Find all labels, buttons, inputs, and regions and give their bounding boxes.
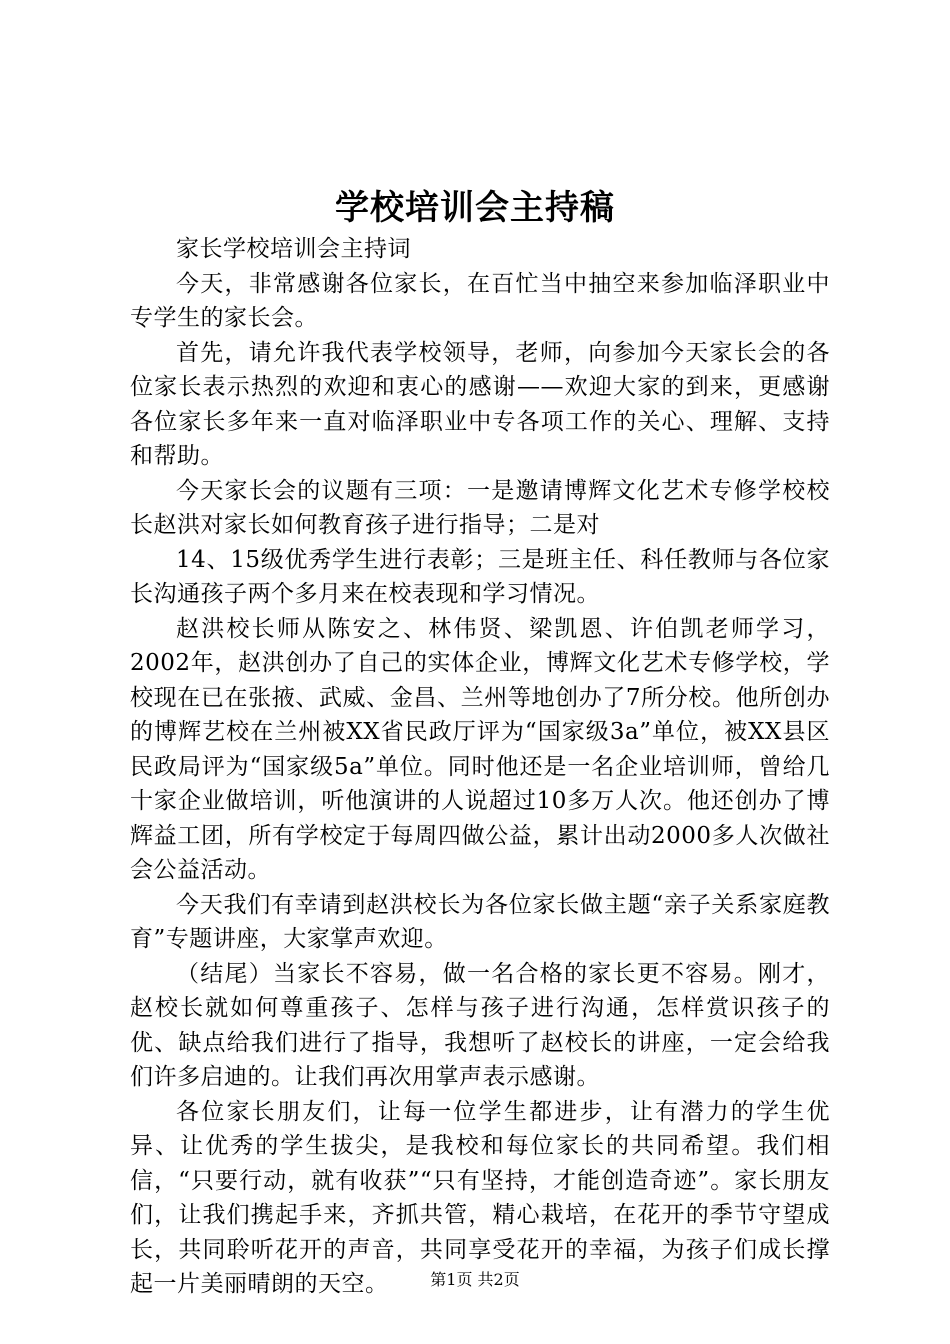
paragraph-welcome: 首先，请允许我代表学校领导，老师，向参加今天家长会的各位家长表示热烈的欢迎和衷心的感谢——欢迎大家的到来，更感谢各位家长多年来一直对临泽职业中专各项工作的关心、理解、支持和帮助。 [130, 339, 830, 469]
document-title: 学校培训会主持稿 [335, 188, 615, 228]
paragraph-lecture-invite: 今天我们有幸请到赵洪校长为各位家长做主题“亲子关系家庭教育”专题讲座，大家掌声欢迎。 [130, 891, 830, 952]
paragraph-heading: 家长学校培训会主持词 [176, 236, 411, 262]
paragraph-agenda-continued: 14、15级优秀学生进行表彰；三是班主任、科任教师与各位家长沟通孩子两个多月来在校表现和学习情况。 [130, 546, 830, 607]
paragraph-closing: （结尾）当家长不容易，做一名合格的家长更不容易。刚才，赵校长就如何尊重孩子、怎样与孩子进行沟通，怎样赏识孩子的优、缺点给我们进行了指导，我想听了赵校长的讲座，一定会给我们许多启迪的。让我们再次用掌声表示感谢。 [130, 960, 830, 1090]
document-body [130, 232, 830, 1302]
page-number-footer: 第1页 共2页 [430, 1270, 520, 1289]
paragraph-greeting: 今天，非常感谢各位家长，在百忙当中抽空来参加临泽职业中专学生的家长会。 [130, 270, 830, 331]
paragraph-agenda: 今天家长会的议题有三项：一是邀请博辉文化艺术专修学校校长赵洪对家长如何教育孩子进行指导；二是对 [130, 477, 830, 538]
paragraph-final-wishes: 各位家长朋友们，让每一位学生都进步，让有潜力的学生优异、让优秀的学生拔尖，是我校和每位家长的共同希望。我们相信，“只要行动，就有收获”“只有坚持，才能创造奇迹”。家长朋友们，让我们携起手来，齐抓共管，精心栽培，在花开的季节守望成长，共同聆听花开的声音，共同享受花开的幸福，为孩子们成长撑起一片美丽晴朗的天空。 [130, 1098, 830, 1297]
paragraph-speaker-intro: 赵洪校长师从陈安之、林伟贤、梁凯恩、许伯凯老师学习，2002年，赵洪创办了自己的实体企业，博辉文化艺术专修学校，学校现在已在张掖、武威、金昌、兰州等地创办了7所分校。他所创办的博辉艺校在兰州被XX省民政厅评为“国家级3a”单位，被XX县区民政局评为“国家级5a”单位。同时他还是一名企业培训师，曾给几十家企业做培训，听他演讲的人说超过10多万人次。他还创办了博辉益工团，所有学校定于每周四做公益，累计出动2000多人次做社会公益活动。 [130, 615, 830, 883]
